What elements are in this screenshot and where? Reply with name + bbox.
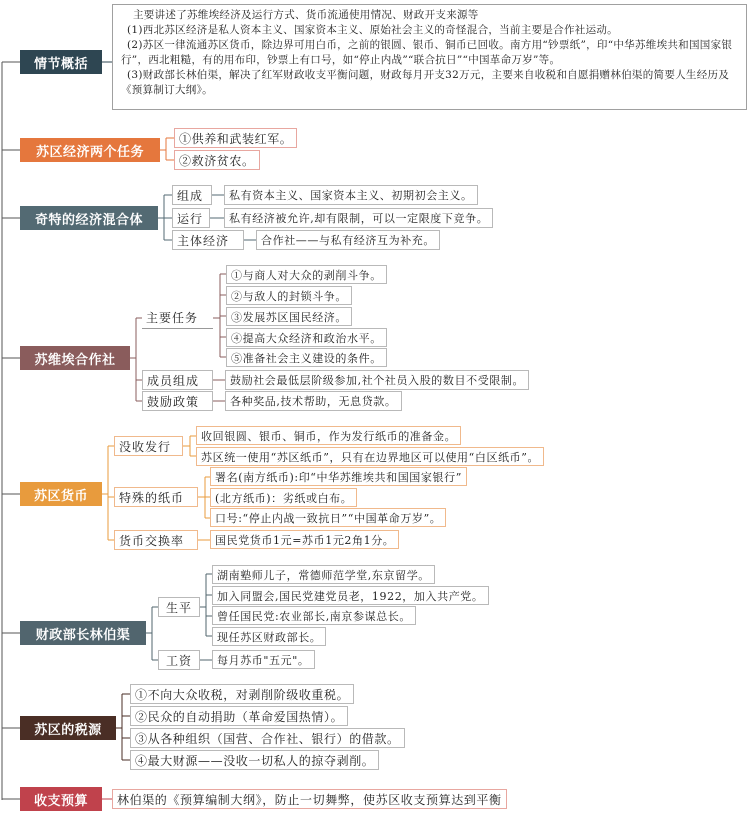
tax-source-node[interactable] [20, 716, 116, 740]
overview-summary [112, 4, 747, 110]
coop-task-item: ③发展苏区国民经济。 [226, 307, 352, 326]
cooperative-label: 苏维埃合作社 [34, 352, 116, 368]
currency-rate-text: 国民党货币1元=苏币1元2角1分。 [210, 530, 399, 549]
coop-task-item: ④提高大众经济和政治水平。 [226, 328, 387, 347]
finance-life-item: 曾任国民党:农业部长,南京参谋总长。 [212, 606, 416, 625]
coop-task-item: ②与敌人的封锁斗争。 [226, 286, 352, 305]
tax-item: ②民众的自动捐助（革命爱国热情）。 [130, 706, 348, 726]
currency-confiscate-label: 没收发行 [114, 436, 183, 456]
currency-special-item: 口号:“停止内战一致抗日”“中国革命万岁”。 [210, 508, 446, 527]
currency-label: 苏区货币 [33, 488, 88, 504]
finance-life-item: 加入同盟会,国民党建党员老，1922，加入共产党。 [212, 586, 489, 605]
currency-node[interactable] [20, 482, 102, 506]
mixed-value: 私有经济被允许,却有限制，可以一定限度下竞争。 [224, 208, 493, 228]
overview-label: 情节概括 [33, 56, 88, 72]
budget-text: 林伯渠的《预算编制大纲》，防止一切舞弊，使苏区收支预算达到平衡 [112, 789, 507, 809]
budget-label: 收支预算 [33, 793, 88, 809]
finance-life-label: 生平 [158, 597, 200, 617]
coop-task-item: ①与商人对大众的剥削斗争。 [226, 265, 387, 284]
mixed-key: 主体经济 [172, 230, 244, 250]
finance-wage-text: 每月苏币"五元"。 [212, 650, 315, 669]
tax-item: ①不向大众收税，对剥削阶级收重税。 [130, 684, 354, 704]
coop-policy-text: 各种奖品,技术帮助，无息贷款。 [225, 391, 402, 411]
coop-task-item: ⑤准备社会主义建设的条件。 [226, 348, 387, 367]
finance-life-item: 现任苏区财政部长。 [212, 627, 326, 646]
currency-confiscate-item: 收回银圆、银币、铜币，作为发行纸币的准备金。 [196, 426, 461, 445]
task-item: ②救济贫农。 [174, 150, 260, 170]
task-item: ①供养和武装红军。 [174, 128, 297, 148]
finance-life-item: 湖南塾师儿子，常德师范学堂,东京留学。 [212, 565, 435, 584]
mixed-economy-node[interactable] [20, 206, 158, 230]
tax-item: ③从各种组织（国营、合作社、银行）的借款。 [130, 728, 405, 748]
coop-policy-label: 鼓励政策 [142, 391, 213, 411]
coop-members-label: 成员组成 [142, 370, 213, 390]
tasks-node[interactable] [20, 138, 160, 162]
cooperative-node[interactable] [20, 346, 130, 370]
mixed-economy-label: 奇特的经济混合体 [34, 212, 143, 228]
summary-line: 主要讲述了苏维埃经济及运行方式、货币流通使用情况、财政开支来源等 [133, 9, 479, 21]
tasks-label: 苏区经济两个任务 [35, 144, 144, 160]
summary-line: (3)财政部长林伯渠，解决了红军财政收支平衡问题，财政每月开支32万元，主要来自收税和自愿捐赠林伯渠的简要人生经历及《预算制订大纲》。 [121, 69, 730, 96]
coop-main-task-label: 主要任务 [142, 307, 213, 329]
budget-node[interactable] [20, 787, 102, 811]
finance-minister-node[interactable] [20, 621, 146, 645]
overview-node[interactable] [20, 50, 102, 74]
tax-source-label: 苏区的税源 [34, 722, 102, 738]
mixed-key: 组成 [172, 185, 212, 205]
summary-line: (1)西北苏区经济是私人资本主义、国家资本主义、原始社会主义的奇怪混合，当前主要是合作社运动。 [127, 24, 618, 36]
currency-special-label: 特殊的纸币 [114, 487, 198, 507]
finance-minister-label: 财政部长林伯渠 [35, 627, 131, 643]
finance-wage-label: 工资 [158, 650, 200, 670]
currency-confiscate-item: 苏区统一使用“苏区纸币”，只有在边界地区可以使用“白区纸币”。 [196, 447, 544, 466]
coop-members-text: 鼓励社会最低层阶级参加,社个社员入股的数目不受限制。 [225, 370, 529, 390]
mixed-value: 私有资本主义、国家资本主义、初期初会主义。 [224, 185, 478, 205]
summary-line: (2)苏区一律流通苏区货币，除边界可用白币，之前的银圆、银币、铜币已回收。南方用“钞票纸”，印“中华苏维埃共和国国家银行”，西北粗糙，有的用布印，钞票上有口号，如“停止内战”“联合抗日”“中国革命万岁”等。 [121, 39, 733, 66]
tax-item: ④最大财源——没收一切私人的掠夺剥削。 [130, 750, 379, 770]
mixed-key: 运行 [172, 208, 210, 228]
currency-special-item: (北方纸币)：劣纸或白布。 [210, 488, 357, 507]
currency-rate-label: 货币交换率 [114, 530, 198, 550]
currency-special-item: 署名(南方纸币):印“中华苏维埃共和国国家银行” [210, 467, 467, 486]
mixed-value: 合作社——与私有经济互为补充。 [256, 230, 440, 250]
